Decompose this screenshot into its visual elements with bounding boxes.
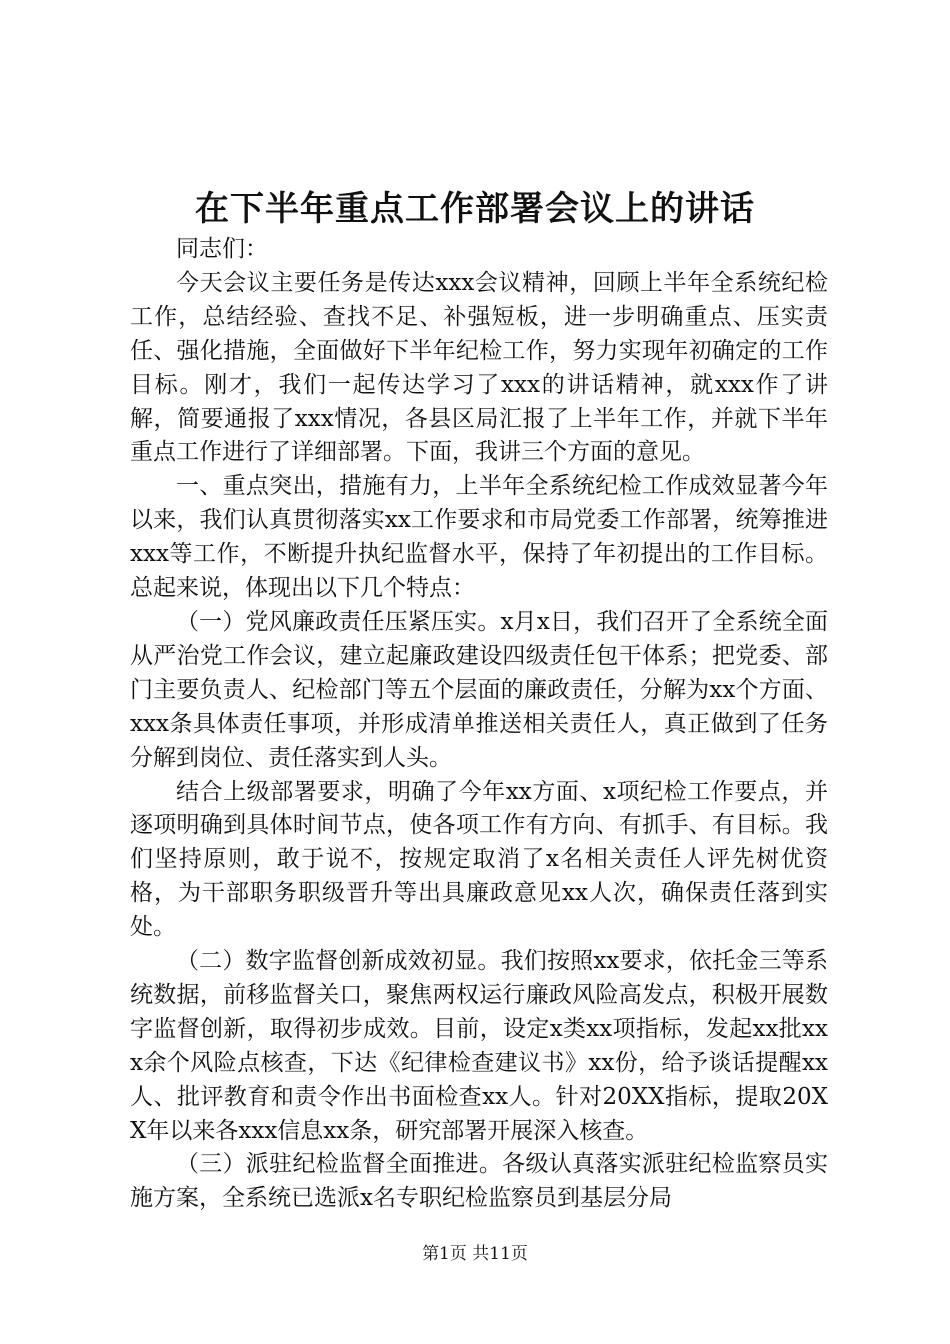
section-one-heading-paragraph: 一、重点突出，措施有力，上半年全系统纪检工作成效显著今年以来，我们认真贯彻落实xx工作要求和市局党委工作部署，统筹推进xxx等工作，不断提升执纪监督水平，保持了年初提出的工作目标。总起来说，体现出以下几个特点： — [130, 473, 828, 602]
subsection-two-paragraph: （二）数字监督创新成效初显。我们按照xx要求，依托金三等系统数据，前移监督关口，聚焦两权运行廉政风险高发点，积极开展数字监督创新，取得初步成效。目前，设定x类xx项指标，发起xx批xxx余个风险点核查，下达《纪律检查建议书》xx份，给予谈话提醒xx人、批评教育和责令作出书面检查xx人。针对20XX指标，提取20XX年以来各xxx信息xx条，研究部署开展深入核查。 — [130, 948, 828, 1144]
document-body — [130, 233, 828, 1216]
subsection-three-paragraph: （三）派驻纪检监督全面推进。各级认真落实派驻纪检监察员实施方案，全系统已选派x名专职纪检监察员到基层分局 — [130, 1151, 828, 1212]
subsection-one-paragraph: （一）党风廉政责任压紧压实。x月x日，我们召开了全系统全面从严治党工作会议，建立起廉政建设四级责任包干体系；把党委、部门主要负责人、纪检部门等五个层面的廉政责任，分解为xx个方面、xxx条具体责任事项，并形成清单推送相关责任人，真正做到了任务分解到岗位、责任落实到人头。 — [130, 608, 828, 771]
page-title: 在下半年重点工作部署会议上的讲话 — [195, 189, 755, 229]
page-number-footer: 第1页 共11页 — [422, 1244, 528, 1264]
intro-paragraph: 今天会议主要任务是传达xxx会议精神，回顾上半年全系统纪检工作，总结经验、查找不足、补强短板，进一步明确重点、压实责任、强化措施，全面做好下半年纪检工作，努力实现年初确定的工作目标。刚才，我们一起传达学习了xxx的讲话精神，就xxx作了讲解，简要通报了xxx情况，各县区局汇报了上半年工作，并就下半年重点工作进行了详细部署。下面，我讲三个方面的意见。 — [130, 269, 828, 466]
salutation-paragraph: 同志们： — [176, 236, 268, 262]
subsection-one-detail-paragraph: 结合上级部署要求，明确了今年xx方面、x项纪检工作要点，并逐项明确到具体时间节点，使各项工作有方向、有抓手、有目标。我们坚持原则，敢于说不，按规定取消了x名相关责任人评先树优资格，为干部职务职级晋升等出具廉政意见xx人次，确保责任落到实处。 — [130, 778, 828, 941]
